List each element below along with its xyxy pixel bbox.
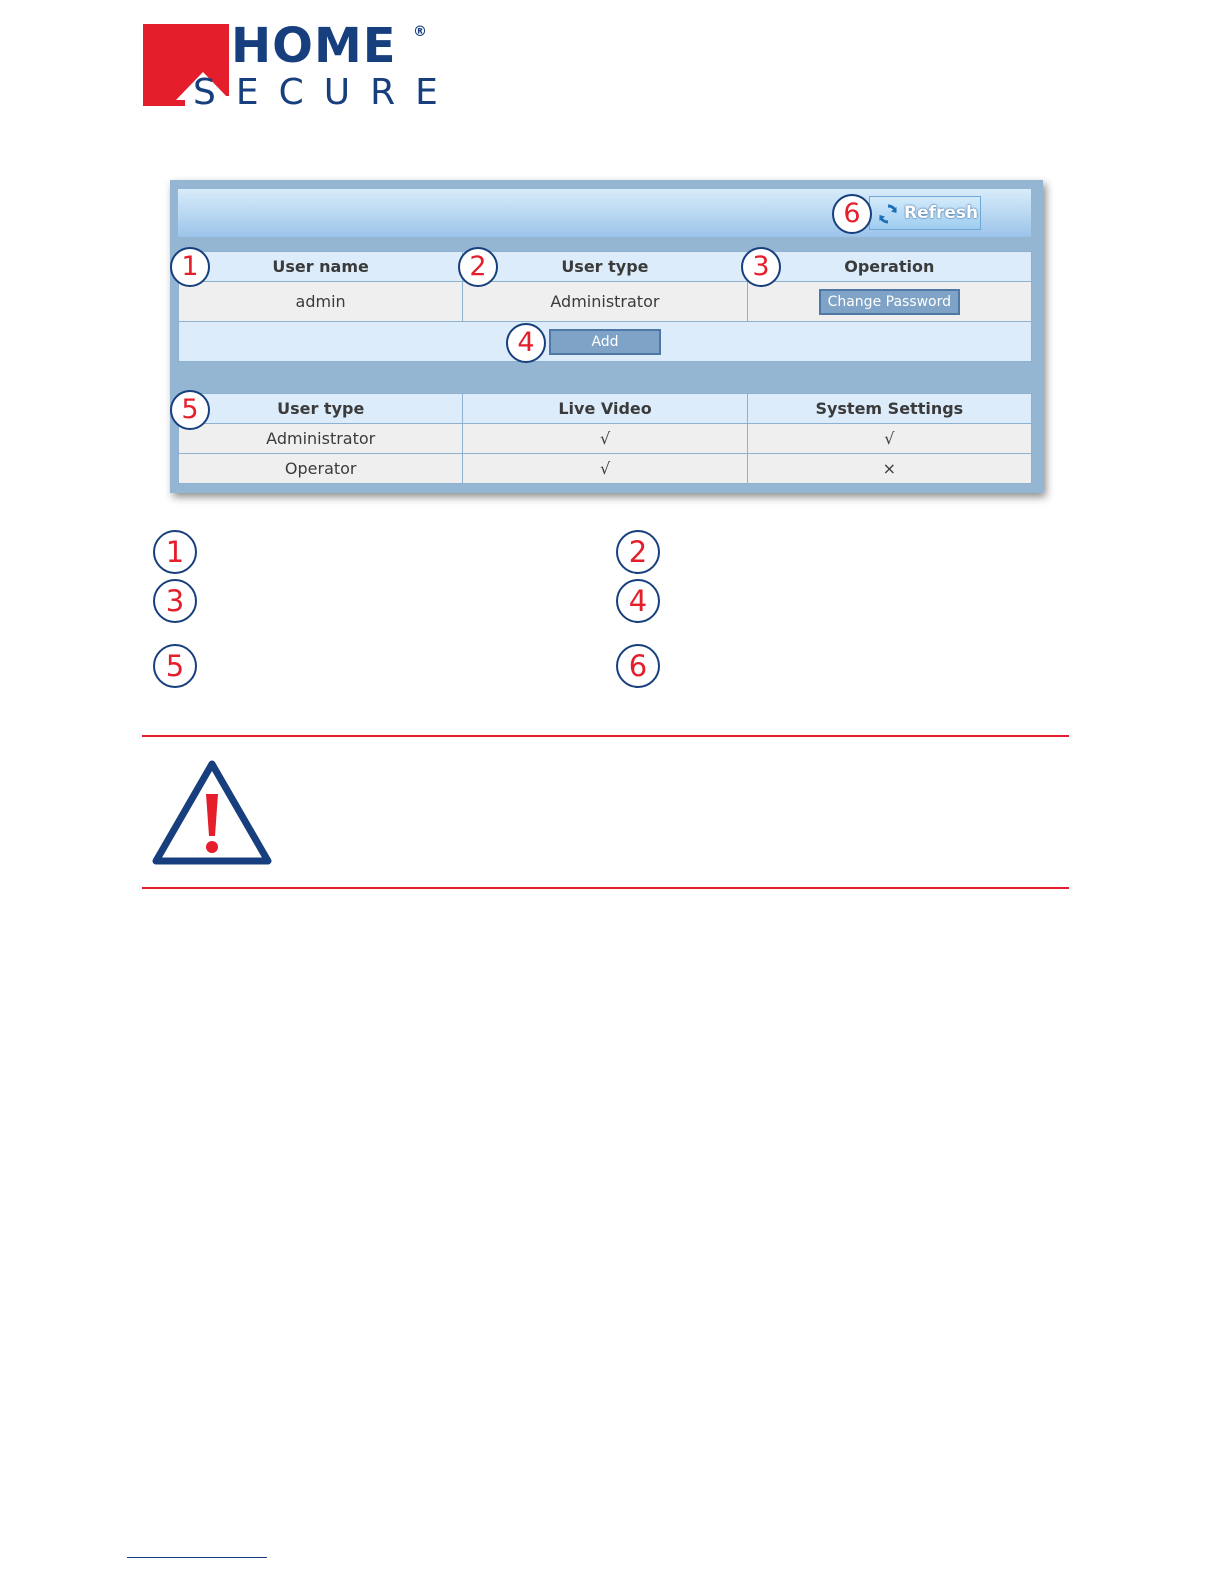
user-type-cell: Administrator [463, 282, 747, 322]
perm-row-system-settings: × [747, 454, 1031, 484]
perm-row-system-settings: √ [747, 424, 1031, 454]
callout-2: 2 [458, 247, 498, 287]
logo-registered-mark: ® [413, 24, 427, 40]
warning-icon [151, 758, 273, 866]
home-secure-logo [143, 18, 458, 113]
callout-5: 5 [170, 390, 210, 430]
refresh-icon [878, 204, 898, 224]
perm-row-live-video: √ [463, 454, 747, 484]
perm-row-user-type: Operator [179, 454, 463, 484]
logo-word-secure: SECURE [193, 72, 458, 113]
legend-callout-3: 3 [153, 579, 197, 623]
users-header-operation: Operation [747, 252, 1031, 282]
callout-6: 6 [832, 194, 872, 234]
legend-callout-4: 4 [616, 579, 660, 623]
perm-header-live-video: Live Video [463, 394, 747, 424]
warning-top-rule [142, 735, 1069, 737]
legend-callout-2: 2 [616, 530, 660, 574]
footer-link-underline [127, 1557, 267, 1558]
refresh-button[interactable] [869, 196, 981, 230]
legend-callout-5: 5 [153, 644, 197, 688]
permissions-table [178, 393, 1032, 484]
callout-1: 1 [170, 247, 210, 287]
callout-4: 4 [506, 323, 546, 363]
users-table [178, 251, 1032, 362]
perm-header-user-type: User type [179, 394, 463, 424]
change-password-button[interactable]: Change Password [819, 289, 960, 315]
perm-header-system-settings: System Settings [747, 394, 1031, 424]
legend-callout-1: 1 [153, 530, 197, 574]
legend-callout-6: 6 [616, 644, 660, 688]
users-header-type: User type [463, 252, 747, 282]
users-header-name: User name [179, 252, 463, 282]
warning-bottom-rule [142, 887, 1069, 889]
user-name-cell: admin [179, 282, 463, 322]
add-row [179, 322, 1032, 362]
perm-row-user-type: Administrator [179, 424, 463, 454]
callout-3: 3 [741, 247, 781, 287]
add-user-button[interactable]: Add [549, 329, 661, 355]
user-operation-cell [747, 282, 1031, 322]
refresh-label: Refresh [904, 203, 979, 223]
logo-word-home: HOME [231, 18, 397, 74]
perm-row-live-video: √ [463, 424, 747, 454]
